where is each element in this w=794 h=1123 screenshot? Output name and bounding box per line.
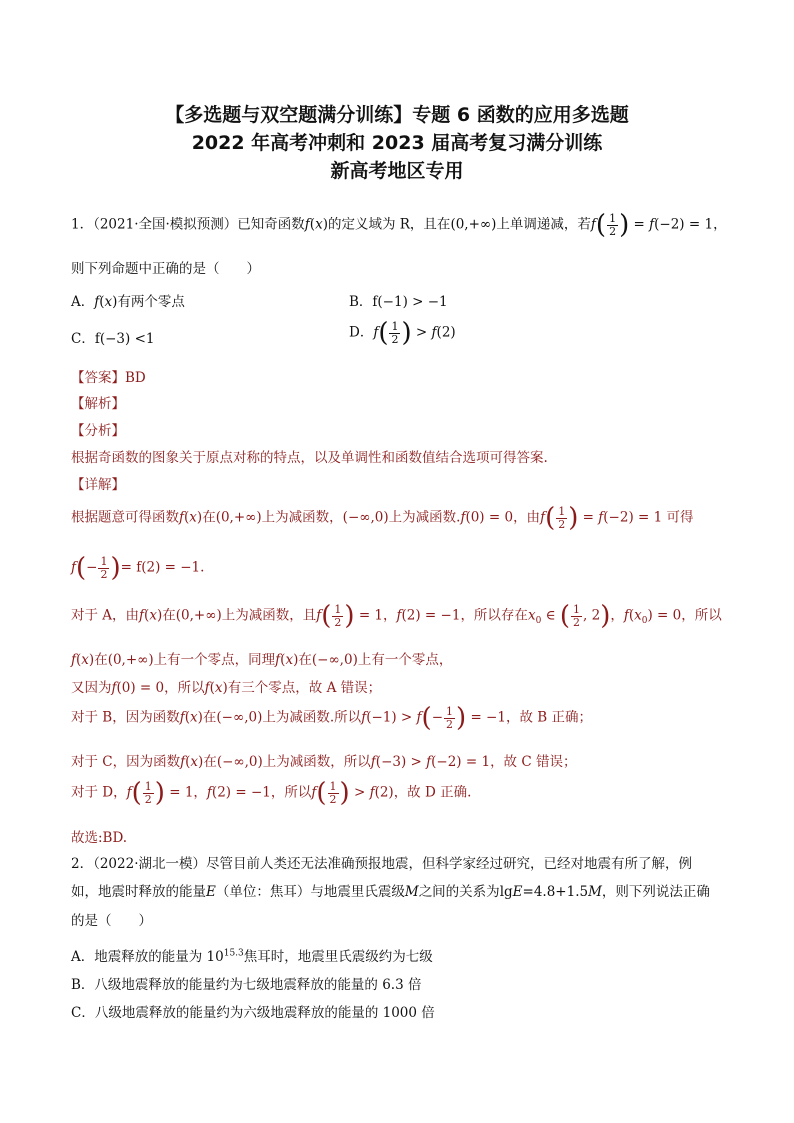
doc-title-line2: 2022 年高考冲刺和 2023 届高考复习满分训练	[191, 132, 603, 154]
q1-detail-b: 对于 B，因为函数f(x)在(−∞,0)上为减函数.所以f(−1) > f(− $\frac{1}{2}$ ) = −1，故 B 正确；	[71, 703, 592, 733]
doc-title-line1: 【多选题与双空题满分训练】专题 6 函数的应用多选题	[165, 104, 629, 126]
q1-detail-line2: f(− $\frac{1}{2}$ )= f(2) = −1.	[71, 553, 205, 583]
q1-xiangjie-label: 【详解】	[71, 477, 125, 493]
q2-stem-line1: 2．（2022·湖北一模）尽管目前人类还无法准确预报地震，但科学家经过研究，已经对地震有所了解，例	[71, 856, 692, 872]
q1-detail-a-line1: 对于 A，由f(x)在(0,+∞)上为减函数，且f( $\frac{1}{2}$ ) = 1，f(2) = −1，所以存在$x_0$ ∈ ( $\frac{1}{2}$ , 2)，$f(x_0) = 0$，所以	[71, 601, 722, 631]
q1-option-b: B．f(−1) > −1	[349, 294, 448, 310]
q1-jiexi-label: 【解析】	[71, 396, 125, 412]
q1-detail-a-line2: f(x)在(0,+∞)上有一个零点，同理f(x)在(−∞,0)上有一个零点，	[71, 652, 453, 668]
q1-stem-line2: 则下列命题中正确的是（ ）	[71, 261, 260, 277]
q1-detail-line1: 根据题意可得函数f(x)在(0,+∞)上为减函数，(−∞,0)上为减函数.f(0) = 0，由f( $\frac{1}{2}$ ) = f(−2) = 1 可得	[71, 503, 694, 533]
q2-stem-line3: 的是（ ）	[71, 913, 152, 929]
q1-detail-d: 对于 D，f( $\frac{1}{2}$ ) = 1，f(2) = −1，所以f( $\frac{1}{2}$ ) > f(2)，故 D 正确.	[71, 778, 472, 808]
q1-stem-line1: 1．（2021·全国·模拟预测）已知奇函数f(x)的定义域为 R，且在(0,+∞)上单调递减，若f( $\frac{1}{2}$ ) = f(−2) = 1，	[71, 210, 727, 240]
q1-fenxi-text: 根据奇函数的图象关于原点对称的特点，以及单调性和函数值结合选项可得答案.	[71, 450, 548, 466]
q1-detail-a-line3: 又因为f(0) = 0，所以f(x)有三个零点，故 A 错误；	[71, 680, 382, 696]
q1-detail-c: 对于 C，因为函数f(x)在(−∞,0)上为减函数，所以f(−3) > f(−2) = 1，故 C 错误；	[71, 754, 577, 770]
q1-option-a: A．f(x)有两个零点	[71, 294, 185, 310]
q1-final: 故选:BD.	[71, 830, 128, 846]
q2-option-b: B．八级地震释放的能量约为七级地震释放的能量的 6.3 倍	[71, 977, 422, 993]
q2-stem-line2: 如，地震时释放的能量E（单位：焦耳）与地震里氏震级M之间的关系为lgE=4.8+1.5M，则下列说法正确	[71, 884, 710, 900]
q2-option-a: A．地震释放的能量为 $10^{15.3}$焦耳时，地震里氏震级约为七级	[71, 948, 433, 965]
q1-option-d: D．f( $\frac{1}{2}$ ) > f(2)	[349, 318, 456, 348]
q2-option-c: C．八级地震释放的能量约为六级地震释放的能量的 1000 倍	[71, 1005, 435, 1021]
q1-answer: 【答案】BD	[71, 370, 146, 386]
doc-title-line3: 新高考地区专用	[330, 160, 464, 182]
q1-option-c: C．f(−3) <1	[71, 331, 155, 347]
q1-fenxi-label: 【分析】	[71, 423, 125, 439]
